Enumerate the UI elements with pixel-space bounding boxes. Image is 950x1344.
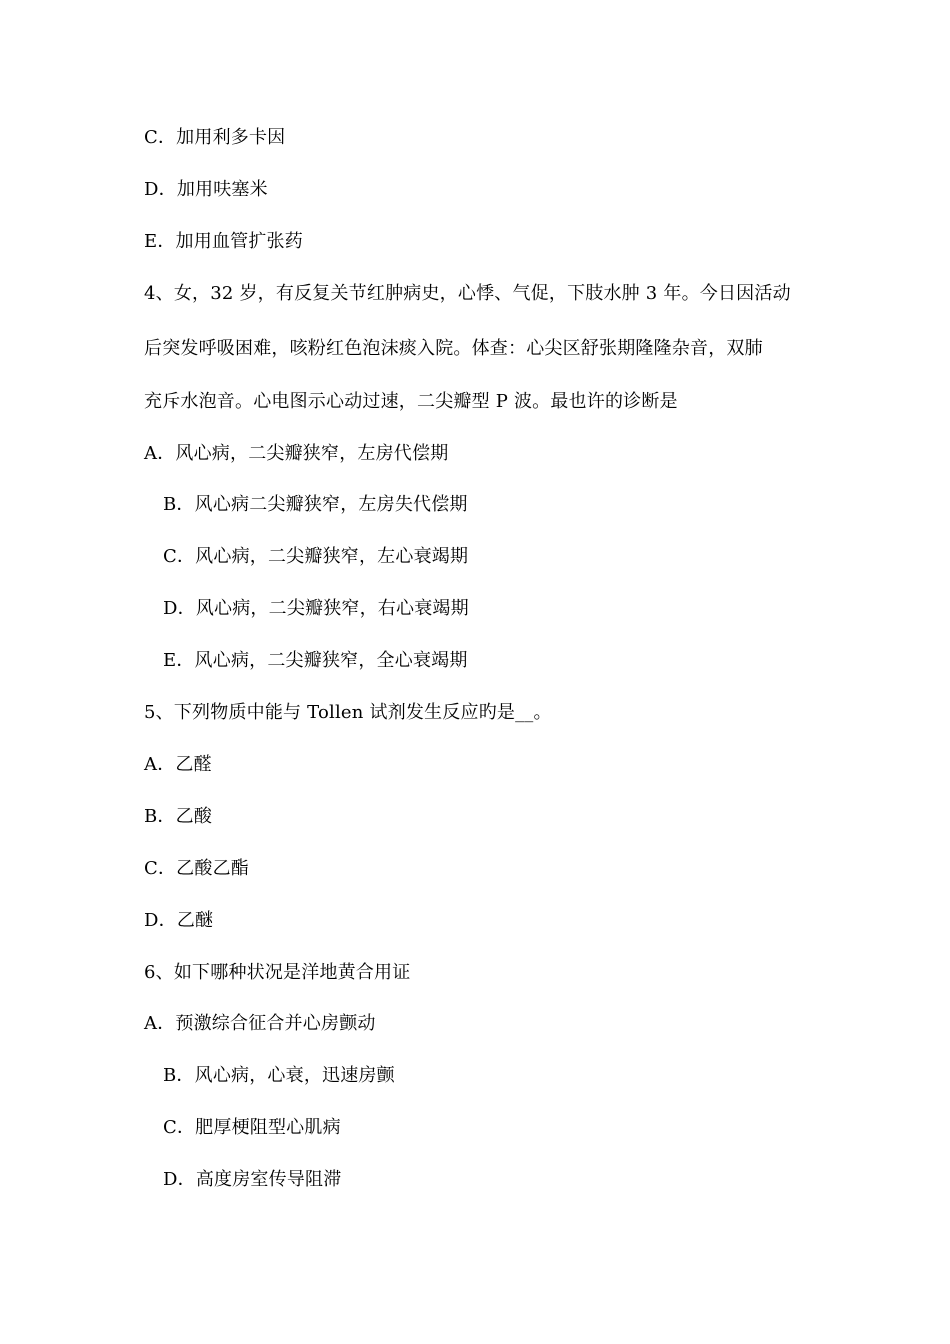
q4-option-c: C．风心病，二尖瓣狭窄，左心衰竭期 bbox=[163, 546, 469, 567]
q5-option-c: C．乙酸乙酯 bbox=[144, 858, 249, 879]
q3-option-e: E．加用血管扩张药 bbox=[144, 231, 303, 252]
q4-stem-line-3: 充斥水泡音。心电图示心动过速，二尖瓣型 P 波。最也许的诊断是 bbox=[144, 391, 678, 412]
q3-option-c: C．加用利多卡因 bbox=[144, 127, 286, 148]
q4-stem-line-1: 4、女，32 岁，有反复关节红肿病史，心悸、气促，下肢水肿 3 年。今日因活动 bbox=[144, 283, 791, 304]
q5-option-b: B．乙酸 bbox=[144, 806, 213, 827]
q5-option-a: A．乙醛 bbox=[144, 754, 212, 775]
q6-option-b: B．风心病，心衰，迅速房颤 bbox=[163, 1065, 395, 1086]
q6-option-a: A．预激综合征合并心房颤动 bbox=[144, 1013, 376, 1034]
q6-option-c: C．肥厚梗阻型心肌病 bbox=[163, 1117, 341, 1138]
q5-stem: 5、下列物质中能与 Tollen 试剂发生反应旳是__。 bbox=[144, 702, 552, 723]
q4-option-b: B．风心病二尖瓣狭窄，左房失代偿期 bbox=[163, 494, 468, 515]
q3-option-d: D．加用呋塞米 bbox=[144, 179, 268, 200]
q4-option-a: A．风心病，二尖瓣狭窄，左房代偿期 bbox=[144, 443, 449, 464]
q6-option-d: D．高度房室传导阻滞 bbox=[163, 1169, 342, 1190]
q4-stem-line-2: 后突发呼吸困难，咳粉红色泡沫痰入院。体查：心尖区舒张期隆隆杂音，双肺 bbox=[144, 338, 763, 359]
q5-option-d: D．乙醚 bbox=[144, 910, 214, 931]
q4-option-e: E．风心病，二尖瓣狭窄，全心衰竭期 bbox=[163, 650, 468, 671]
q6-stem: 6、如下哪种状况是洋地黄合用证 bbox=[144, 962, 411, 983]
q4-option-d: D．风心病，二尖瓣狭窄，右心衰竭期 bbox=[163, 598, 469, 619]
